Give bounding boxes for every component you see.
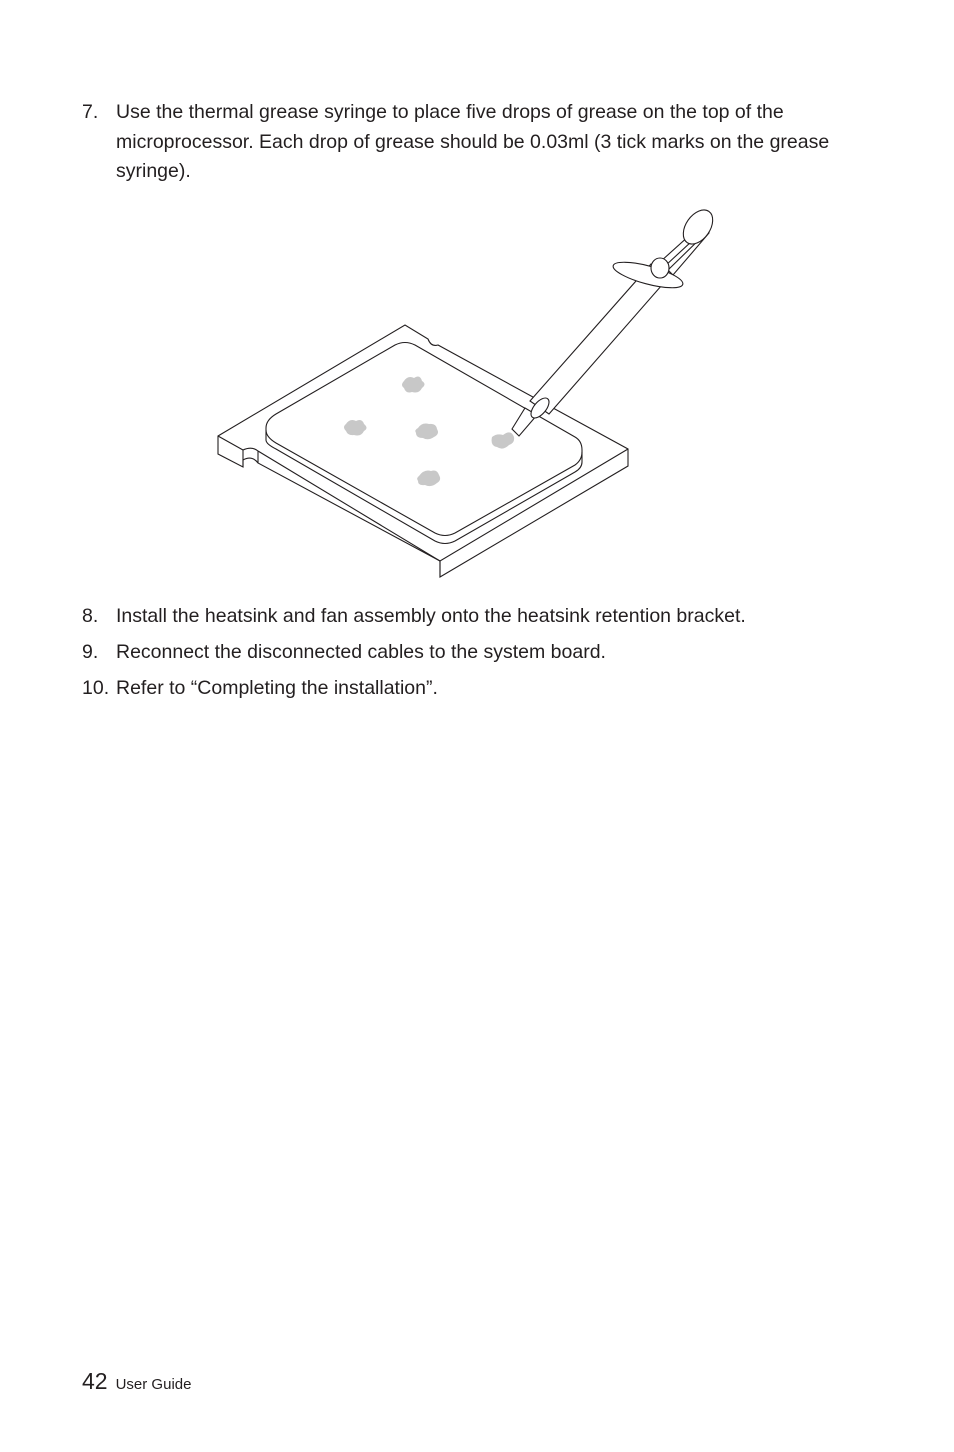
step-8 (82, 602, 862, 632)
step-number: 9. (82, 641, 99, 663)
step-number: 8. (82, 605, 99, 627)
grease-syringe (512, 205, 719, 436)
step-text: Install the heatsink and fan assembly onto the heatsink retention bracket. (116, 605, 746, 627)
thermal-grease-illustration (0, 0, 954, 600)
page-footer (82, 1368, 191, 1395)
document-title: User Guide (115, 1376, 192, 1393)
step-10 (82, 674, 862, 704)
page-number: 42 (82, 1368, 108, 1394)
step-text: Refer to “Completing the installation”. (116, 677, 438, 699)
step-number: 7. (82, 101, 99, 123)
step-9 (82, 638, 862, 668)
step-text: Reconnect the disconnected cables to the system board. (116, 641, 606, 663)
step-number: 10. (82, 677, 110, 699)
step-text: Use the thermal grease syringe to place five drops of grease on the top of the microprocessor. Each drop of grease should be 0.03ml (3 tick marks on the grease syringe). (116, 101, 830, 182)
